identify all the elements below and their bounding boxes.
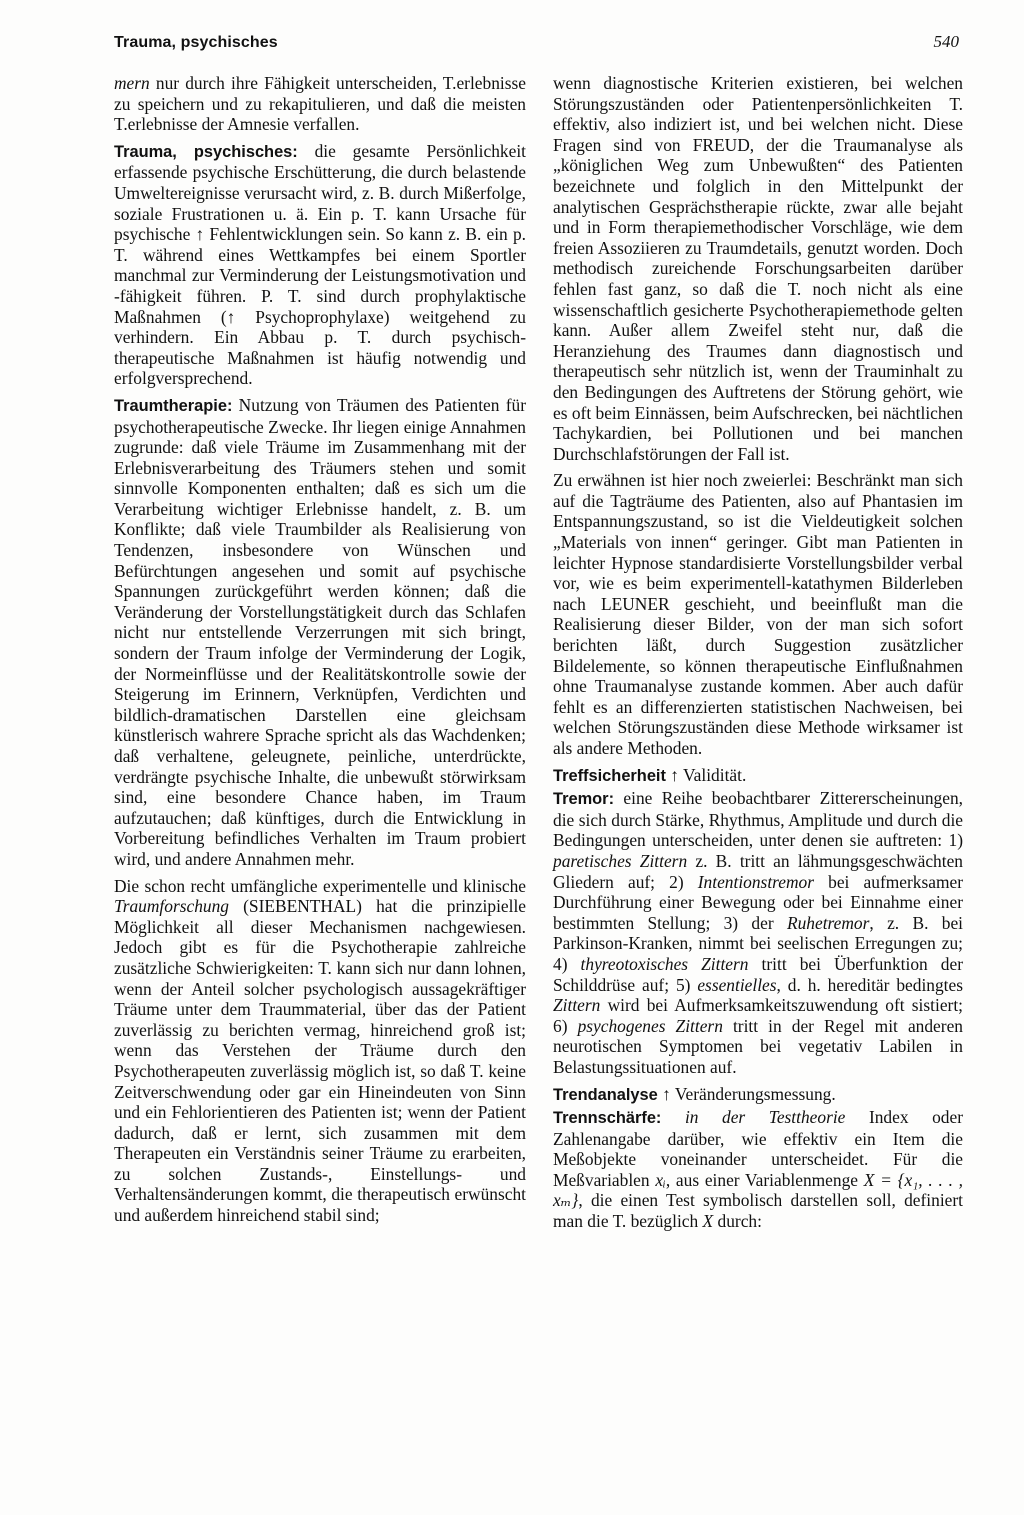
entry-paragraph	[553, 470, 963, 758]
math-variable: X	[702, 1211, 714, 1232]
entry-text: eine Reihe beobachtbarer Zittererscheinungen, die sich durch Stärke, Rhythmus, Amplitude und durch die Bedingungen unterscheiden, unter denen sie auftreten: 1)	[553, 788, 963, 851]
entry-paragraph	[553, 73, 963, 464]
entry-text: (SIEBENTHAL) hat die prinzipielle Möglichkeit all dieser Mechanismen nachgewiesen. Jedoch gibt es für die Psychotherapie zahlreiche zusätzliche Schwierigkeiten: T. kann sich nur dann lohnen, wenn der Anteil solcher psychologisch aussagekräftiger Träume unter dem Traummaterial, über das der Patient zuverlässig zu berichten vermag, hinreichend groß ist; wenn das Verstehen der Träume durch den Psychotherapeuten zuverlässig möglich ist, so daß T. keine Zeitverschwendung oder gar ein Hineindeuten von Sinn und ein Fehlorientieren des Patienten ist; wenn der Patient dadurch, daß er lernt, sich zusammen mit dem Therapeuten ein Verständnis seiner Träume zu erarbeiten, zu solchen Zustands-, Einstellungs- und Verhaltensänderungen kommt, die therapeutisch erwünscht und außerdem hinreichend stabil sind;	[114, 896, 526, 1226]
italic-fragment: psychogenes Zittern	[577, 1015, 723, 1036]
entry-text: Nutzung von Träumen des Patienten für psychotherapeutische Zwecke. Ihr liegen einige Annahmen zugrunde: daß viele Träume im Zusammenhang mit der Erlebnisverarbeitung des Träumers stehen und somit sinnvolle Komponenten enthalten; daß es sich um die Verarbeitung wichtiger Erlebnisse handelt, z. B. um Konflikte; daß viele Traumbilder als Realisierung von Tendenzen, insbesondere von Wünschen und Befürchtungen angesehen und somit auf psychische Spannungen zurückgeführt werden können; daß die Veränderung der Vorstellungstätigkeit durch das Schlafen nicht nur entstellende Verzerrungen mit sich bringt, sondern der Traum infolge der Verminderung der Logik, der Normeinflüsse und der Realitätskontrolle sowie der Steigerung im Erinnern, Verknüpfen, Verdichten und bildlich-dramatischen Darstellen eine gleichsam künstlerisch wahrere Sprache spricht als das Wachdenken; daß verhaltene, geleugnete, peinliche, unterdrückte, verdrängte psychische Inhalte, die unbewußt störwirksam sind, eine besondere Chance haben, im Traum aufzutauchen; daß künftiges, durch die Entwicklung in Vorbereitung befindliches Verhalten im Traum probiert wird, und andere Annahmen mehr.	[114, 394, 526, 869]
entry-term: Trennschärfe:	[553, 1109, 662, 1128]
italic-fragment: Zittern	[553, 995, 601, 1016]
right-column	[553, 73, 963, 1234]
entry-text: , z. B. bei Parkinson-Kranken, nimmt bei seelischen Erregungen zu; 4)	[553, 912, 964, 974]
italic-fragment: thyreotoxisches Zittern	[580, 953, 749, 974]
entry-term: Tremor:	[553, 790, 615, 809]
entry-text: tritt bei Überfunktion der Schilddrüse auf; 5)	[553, 953, 963, 995]
entry-text: , die einen Test symbolisch darstellen soll, definiert man die T. bezüglich	[553, 1190, 963, 1232]
entry-term: Trendanalyse	[553, 1085, 658, 1104]
math-set: X = {x₁, . . . , xₘ}	[553, 1169, 964, 1211]
entry-text: ↑ Validität.	[665, 764, 747, 785]
entry-text: durch:	[713, 1211, 762, 1232]
entry-text: wenn diagnostische Kriterien existieren, bei welchen Störungszuständen oder Patientenpersönlichkeiten T. effektiv, also indiziert ist, und bei welchen nicht. Diese Fragen sind von FREUD, der die Traumanalyse als „königlichen Weg zum Unbewußten“ des Patienten bezeichnete und folglich in den Mittelpunkt der analytischen Gesprächstherapie rückte, zwar alle bejaht und in Form therapiemethodischer Vorschläge, wie dem freien Assoziieren zu Traumdetails, genutzt worden. Doch methodisch zureichende Forschungsarbeiten darüber fehlen fast ganz, so daß die T. noch nicht als eine wissenschaftlich gesicherte Psychotherapiemethode gelten kann. Außer allem Zweifel steht nur, daß die Heranziehung des Traumes dann diagnostisch und therapeutisch sehr nützlich ist, wenn der Trauminhalt zu den Bedingungen des Auftretens der Störung gehört, wie es oft beim Einnässen, beim Aufschrecken, bei nächtlichen Tachykardien, bei Pollutionen und bei manchen Durchschlafstörungen der Fall ist.	[553, 73, 963, 464]
page-number: 540	[933, 32, 959, 51]
entry-text: tritt in der Regel mit anderen neurotischen Symptomen bei vegetativ Labilen in Belastungssituationen auf.	[553, 1015, 963, 1077]
entry-text: die gesamte Persönlichkeit erfassende psychische Erschütterung, die durch belastende Umweltereignisse verursacht wird, z. B. durch Mißerfolge, soziale Frustrationen u. ä. Ein p. T. kann Ursache für psychische ↑ Fehlentwicklungen sein. So kann z. B. ein p. T. während eines Wettkampfes bei einem Sportler manchmal zur Verminderung der Leistungsmotivation und -fähigkeit führen. P. T. sind durch prophylaktische Maßnahmen (↑ Psychoprophylaxe) weitgehend zu verhindern. Ein Abbau p. T. durch psychisch-therapeutische Maßnahmen ist häufig notwendig und erfolgversprechend.	[114, 140, 526, 389]
entry-paragraph	[114, 876, 526, 1226]
entry-treffsicherheit	[553, 765, 963, 787]
entry-text: , aus einer Variablenmenge	[665, 1169, 864, 1190]
italic-fragment: Ruhetremor	[786, 912, 870, 933]
entry-text: wird bei Aufmerksamkeitszuwendung oft sistiert; 6)	[553, 995, 963, 1036]
entry-text: nur durch ihre Fähigkeit unterscheiden, T.erlebnisse zu speichern und zu rekapitulieren, und daß die meisten T.erlebnisse der Amnesie verfallen.	[114, 73, 526, 135]
entry-text: Die schon recht umfängliche experimentelle und klinische	[114, 875, 526, 896]
entry-term: Treffsicherheit	[553, 766, 666, 785]
entry-trauma-psychisches	[114, 141, 526, 389]
entry-text: Zu erwähnen ist hier noch zweierlei: Beschränkt man sich auf die Tagträume des Patienten, also auf Phantasien im Entspannungszustand, so ist die Vieldeutigkeit solchen „Materials von innen“ geringer. Gibt man Patienten in leichter Hypnose standardisierte Vorstellungsbilder verbal vor, wie es beim experimentell-katathymen Bilderleben nach LEUNER geschieht, und beeinflußt man die Realisierung dieser Bilder, von der man sich sofort berichten läßt, durch Suggestion zusätzlicher Bildelemente, so können therapeutische Einflußnahmen ohne Traumanalyse zustande kommen. Aber auch dafür fehlt es an differenzierten statistischen Nachweisen, bei welchen Störungszuständen diese Methode wirksamer ist als andere Methoden.	[553, 470, 963, 758]
italic-fragment: paretisches Zittern	[553, 850, 688, 871]
entry-traumtherapie	[114, 395, 526, 870]
entry-continuation	[114, 73, 526, 135]
math-variable: xᵢ	[655, 1169, 666, 1190]
italic-fragment: mern	[114, 73, 150, 93]
entry-text: , d. h. hereditär bedingtes	[776, 974, 963, 995]
italic-fragment: Intentionstremor	[697, 871, 815, 892]
italic-fragment: essentielles	[697, 974, 777, 995]
entry-trennschaerfe	[553, 1107, 963, 1232]
entry-text: bei aufmerksamer Durchführung einer Bewegung oder bei Einnahme einer bestimmten Stellung; 3) der	[553, 871, 963, 933]
italic-fragment: in der Testtheorie	[661, 1107, 846, 1128]
entry-tremor	[553, 788, 963, 1077]
left-column	[114, 73, 526, 1228]
entry-term: Trauma, psychisches:	[114, 142, 298, 161]
entry-text: Index oder Zahlenangabe darüber, wie effektiv ein Item die Meßobjekte voneinander unterscheidet. Für die Meßvariablen	[553, 1107, 963, 1190]
entry-text: ↑ Veränderungsmessung.	[657, 1083, 836, 1104]
entry-trendanalyse	[553, 1084, 963, 1106]
running-head: Trauma, psychisches	[114, 34, 278, 51]
italic-fragment: Traumforschung	[114, 896, 229, 917]
entry-term: Traumtherapie:	[114, 396, 233, 415]
entry-text: z. B. tritt an lähmungsgeschwächten Gliedern auf; 2)	[553, 850, 963, 892]
